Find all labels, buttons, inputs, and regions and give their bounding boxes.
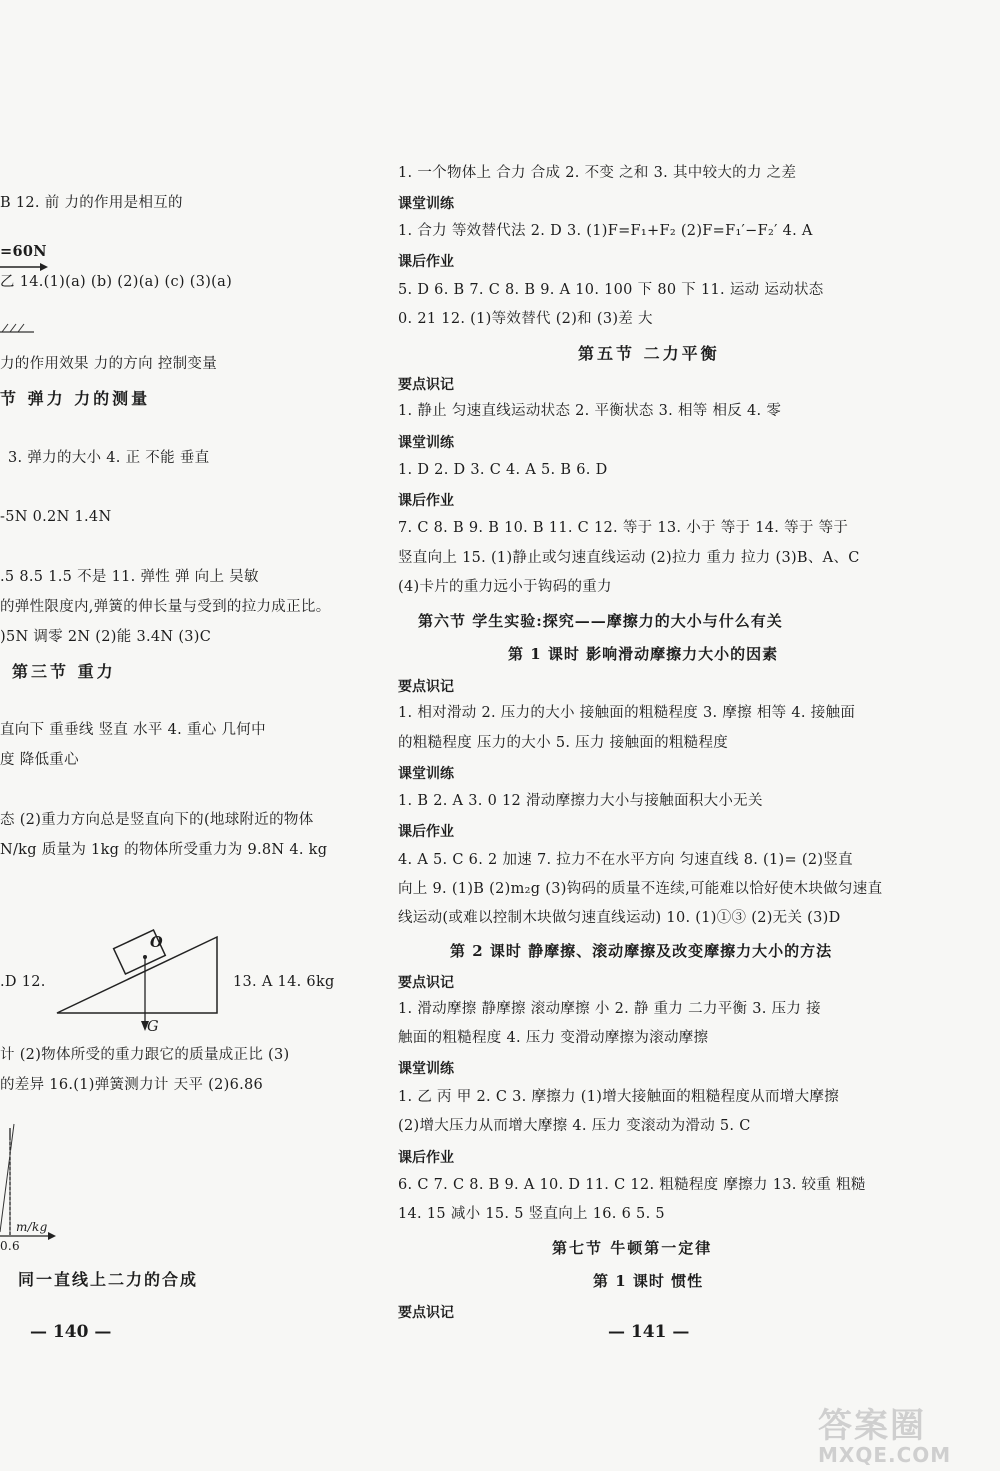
answer-line: 向上 9. (1)B (2)m₂g (3)钩码的质量不连续,可能难以恰好使木块做匀速直 (398, 881, 883, 897)
answer-line: N/kg 质量为 1kg 的物体所受重力为 9.8N 4. kg (0, 842, 328, 858)
answer-line: (4)卡片的重力远小于钩码的重力 (398, 579, 612, 595)
answer-line: 竖直向上 15. (1)静止或匀速直线运动 (2)拉力 重力 拉力 (3)B、A、C (398, 550, 860, 566)
lesson-heading: 第 1 课时 影响滑动摩擦力大小的因素 (508, 645, 779, 663)
subheading: 课堂训练 (398, 196, 454, 212)
graph-tick: 0.6 (0, 1239, 20, 1253)
answer-line: 力的作用效果 力的方向 控制变量 (0, 356, 218, 372)
answer-line: 1. B 2. A 3. 0 12 滑动摩擦力大小与接触面积大小无关 (398, 793, 763, 809)
watermark-logo: 答案圈 (818, 1406, 926, 1446)
page-number-left: — 140 — (30, 1322, 112, 1342)
subheading: 要点识记 (398, 679, 454, 695)
section-heading-gravity: 第三节 重力 (12, 662, 116, 681)
answer-line: )5N 调零 2N (2)能 3.4N (3)C (0, 629, 212, 645)
answer-line: 3. 弹力的大小 4. 正 不能 垂直 (8, 450, 210, 466)
graph-axis-label: m/kg (16, 1220, 48, 1234)
answer-line: 1. 一个物体上 合力 合成 2. 不变 之和 3. 其中较大的力 之差 (398, 165, 797, 181)
answer-line: 7. C 8. B 9. B 10. B 11. C 12. 等于 13. 小于 等于 14. 等于 等于 (398, 520, 849, 536)
answer-line: 的粗糙程度 压力的大小 5. 压力 接触面的粗糙程度 (398, 735, 729, 751)
lesson-heading: 第 2 课时 静摩擦、滚动摩擦及改变摩擦力大小的方法 (450, 942, 833, 960)
subheading: 课堂训练 (398, 435, 454, 451)
incline-diagram (55, 925, 225, 1045)
answer-line: 直向下 重垂线 竖直 水平 4. 重心 几何中 (0, 722, 266, 738)
answer-line: 1. 静止 匀速直线运动状态 2. 平衡状态 3. 相等 相反 4. 零 (398, 403, 782, 419)
subheading: 课堂训练 (398, 1061, 454, 1077)
page-number-right: — 141 — (608, 1322, 690, 1342)
answer-line: -5N 0.2N 1.4N (0, 509, 112, 525)
answer-line: (2)增大压力从而增大摩擦 4. 压力 变滚动为滑动 5. C (398, 1118, 751, 1134)
subheading: 要点识记 (398, 377, 454, 393)
diagram-label-o: O (150, 934, 163, 951)
answer-line: 的差异 16.(1)弹簧测力计 天平 (2)6.86 (0, 1077, 264, 1093)
lesson-heading: 第 1 课时 惯性 (593, 1272, 704, 1290)
answer-line: 触面的粗糙程度 4. 压力 变滑动摩擦为滚动摩擦 (398, 1030, 709, 1046)
answer-line: 1. 乙 丙 甲 2. C 3. 摩擦力 (1)增大接触面的粗糙程度从而增大摩擦 (398, 1089, 840, 1105)
answer-line: 6. C 7. C 8. B 9. A 10. D 11. C 12. 粗糙程度 摩擦力 13. 较重 粗糙 (398, 1177, 866, 1193)
subheading: 课后作业 (398, 1150, 454, 1166)
force-label: =60N (0, 243, 47, 260)
answer-line: 乙 14.(1)(a) (b) (2)(a) (c) (3)(a) (0, 274, 233, 290)
section-heading-composition: 同一直线上二力的合成 (18, 1270, 199, 1289)
force-arrow (0, 262, 50, 272)
answer-line: 计 (2)物体所受的重力跟它的质量成正比 (3) (0, 1047, 290, 1063)
answer-line: 14. 15 减小 15. 5 竖直向上 16. 6 5. 5 (398, 1206, 665, 1222)
diagram-label-g: G (147, 1019, 159, 1035)
answer-line: 线运动(或难以控制木块做匀速直线运动) 10. (1)①③ (2)无关 (3)D (398, 910, 841, 926)
subheading: 课堂训练 (398, 766, 454, 782)
answer-line: 1. 相对滑动 2. 压力的大小 接触面的粗糙程度 3. 摩擦 相等 4. 接触面 (398, 705, 856, 721)
answer-line: 1. 合力 等效替代法 2. D 3. (1)F=F₁+F₂ (2)F=F₁′−F₂′ 4. A (398, 223, 813, 239)
answer-line: .D 12. (0, 974, 46, 990)
ground-sketch (0, 318, 40, 338)
answer-line: 态 (2)重力方向总是竖直向下的(地球附近的物体 (0, 812, 314, 828)
watermark-url: MXQE.COM (818, 1443, 952, 1467)
answer-line: 1. 滑动摩擦 静摩擦 滚动摩擦 小 2. 静 重力 二力平衡 3. 压力 接 (398, 1001, 821, 1017)
answer-line: .5 8.5 1.5 不是 11. 弹性 弹 向上 吴敏 (0, 569, 259, 585)
section-heading-equilibrium: 第五节 二力平衡 (578, 344, 720, 363)
subheading: 课后作业 (398, 254, 454, 270)
answer-line: 4. A 5. C 6. 2 加速 7. 拉力不在水平方向 匀速直线 8. (1)= (2)竖直 (398, 852, 853, 868)
answer-line: 1. D 2. D 3. C 4. A 5. B 6. D (398, 462, 608, 478)
answer-line: 的弹性限度内,弹簧的伸长量与受到的拉力成正比。 (0, 599, 331, 615)
answer-line: 5. D 6. B 7. C 8. B 9. A 10. 100 下 80 下 11. 运动 运动状态 (398, 282, 824, 298)
subheading: 要点识记 (398, 975, 454, 991)
subheading: 要点识记 (398, 1305, 454, 1321)
section-heading-friction: 第六节 学生实验:探究——摩擦力的大小与什么有关 (418, 612, 783, 630)
answer-line: B 12. 前 力的作用是相互的 (0, 195, 183, 211)
section-heading-elastic: 节 弹力 力的测量 (0, 389, 151, 408)
answer-line: 13. A 14. 6kg (233, 974, 335, 990)
subheading: 课后作业 (398, 493, 454, 509)
answer-line: 0. 21 12. (1)等效替代 (2)和 (3)差 大 (398, 311, 653, 327)
answer-line: 度 降低重心 (0, 752, 79, 768)
section-heading-newton: 第七节 牛顿第一定律 (552, 1239, 713, 1257)
subheading: 课后作业 (398, 824, 454, 840)
